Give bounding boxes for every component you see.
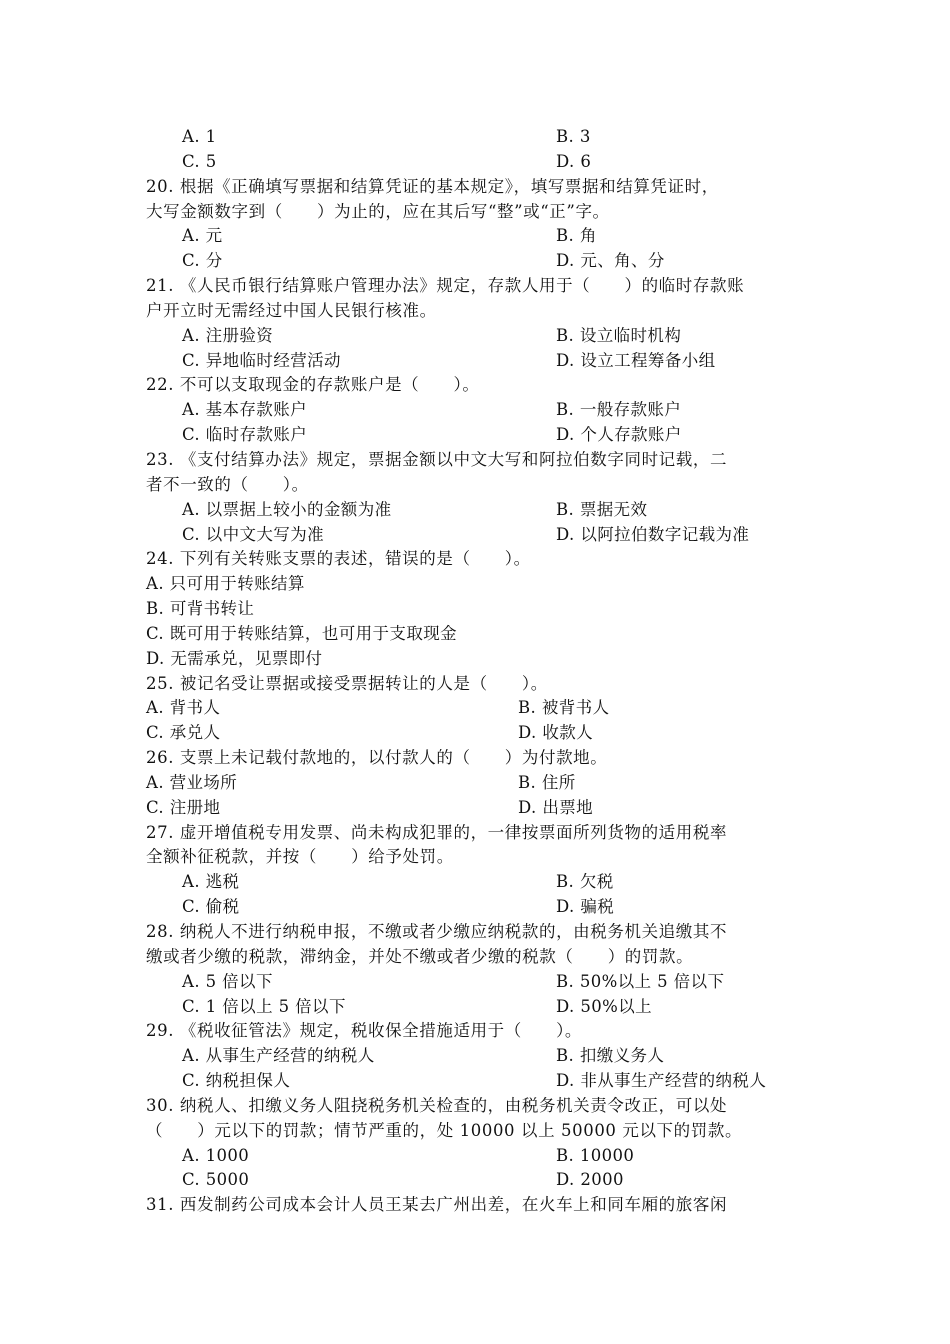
option-a: A. 元 bbox=[182, 226, 223, 246]
option-b: B. 50%以上 5 倍以下 bbox=[556, 971, 725, 991]
options-row bbox=[0, 324, 950, 349]
question-text: 28. 纳税人不进行纳税申报，不缴或者少缴应纳税款的，由税务机关追缴其不 bbox=[146, 922, 728, 941]
option-c: C. 5000 bbox=[182, 1170, 250, 1190]
question-text-cont: 者不一致的（ ）。 bbox=[146, 474, 309, 494]
option-c: C. 分 bbox=[182, 251, 223, 271]
question-text: 26. 支票上未记载付款地的，以付款人的（ ）为付款地。 bbox=[146, 748, 608, 768]
question-text: 22. 不可以支取现金的存款账户是（ ）。 bbox=[146, 375, 480, 395]
options-row bbox=[0, 895, 950, 920]
option-c: C. 1 倍以上 5 倍以下 bbox=[182, 996, 346, 1016]
option-c: C. 异地临时经营活动 bbox=[182, 350, 341, 370]
option-b: B. 可背书转让 bbox=[146, 599, 255, 619]
option-b: B. 被背书人 bbox=[518, 698, 610, 718]
options-row bbox=[0, 125, 950, 150]
options-row bbox=[0, 1069, 950, 1094]
option-d: D. 元、角、分 bbox=[556, 251, 665, 271]
option-c: C. 纳税担保人 bbox=[182, 1071, 291, 1091]
option-a: A. 逃税 bbox=[182, 872, 240, 892]
option-a: A. 注册验资 bbox=[182, 325, 274, 345]
option-a: A. 营业场所 bbox=[146, 772, 238, 792]
option-a: A. 从事生产经营的纳税人 bbox=[182, 1046, 375, 1066]
options-row bbox=[0, 423, 950, 448]
options-row bbox=[0, 597, 950, 622]
option-a: A. 5 倍以下 bbox=[182, 971, 273, 991]
option-a: A. 基本存款账户 bbox=[182, 400, 308, 420]
option-d: D. 出票地 bbox=[518, 797, 594, 817]
option-c: C. 以中文大写为准 bbox=[182, 524, 325, 544]
option-c: C. 5 bbox=[182, 151, 217, 171]
option-b: B. 10000 bbox=[556, 1145, 635, 1165]
option-d: D. 无需承兑，见票即付 bbox=[146, 648, 323, 668]
options-row bbox=[0, 498, 950, 523]
options-row bbox=[0, 249, 950, 274]
options-row bbox=[0, 721, 950, 746]
question-text-cont: 户开立时无需经过中国人民银行核准。 bbox=[146, 300, 437, 320]
option-d: D. 设立工程筹备小组 bbox=[556, 350, 716, 370]
option-d: D. 50%以上 bbox=[556, 996, 653, 1016]
question-text-cont: 大写金额数字到（ ）为止的，应在其后写“整”或“正”字。 bbox=[146, 201, 610, 221]
option-a: A. 以票据上较小的金额为准 bbox=[182, 499, 392, 519]
option-b: B. 一般存款账户 bbox=[556, 400, 682, 420]
option-b: B. 住所 bbox=[518, 772, 576, 792]
question-text: 21. 《人民币银行结算账户管理办法》规定，存款人用于（ ）的临时存款账 bbox=[146, 276, 745, 296]
options-row bbox=[0, 970, 950, 995]
options-row bbox=[0, 647, 950, 672]
option-d: D. 骗税 bbox=[556, 897, 615, 917]
option-a: A. 1000 bbox=[182, 1145, 250, 1165]
option-d: D. 非从事生产经营的纳税人 bbox=[556, 1071, 767, 1091]
options-row bbox=[0, 796, 950, 821]
question-text-cont: （ ）元以下的罚款；情节严重的，处 10000 以上 50000 元以下的罚款。 bbox=[146, 1120, 743, 1140]
option-d: D. 6 bbox=[556, 151, 592, 171]
options-row bbox=[0, 224, 950, 249]
options-row bbox=[0, 771, 950, 796]
options-row bbox=[0, 572, 950, 597]
options-row bbox=[0, 1168, 950, 1193]
option-d: D. 2000 bbox=[556, 1170, 624, 1190]
option-b: B. 欠税 bbox=[556, 872, 614, 892]
question-text: 31. 西发制药公司成本会计人员王某去广州出差，在火车上和同车厢的旅客闲 bbox=[146, 1195, 728, 1215]
option-b: B. 扣缴义务人 bbox=[556, 1046, 665, 1066]
option-c: C. 承兑人 bbox=[146, 723, 221, 743]
question-text: 30. 纳税人、扣缴义务人阻挠税务机关检查的，由税务机关责令改正，可以处 bbox=[146, 1095, 728, 1115]
question-text-cont: 缴或者少缴的税款，滞纳金，并处不缴或者少缴的税款（ ）的罚款。 bbox=[146, 946, 694, 966]
question-text: 24. 下列有关转账支票的表述，错误的是（ ）。 bbox=[146, 549, 531, 569]
option-d: D. 收款人 bbox=[518, 723, 594, 743]
options-row bbox=[0, 150, 950, 175]
option-c: C. 既可用于转账结算，也可用于支取现金 bbox=[146, 623, 458, 643]
option-c: C. 偷税 bbox=[182, 897, 240, 917]
option-a: A. 只可用于转账结算 bbox=[146, 574, 305, 594]
option-b: B. 票据无效 bbox=[556, 499, 648, 519]
option-a: A. 1 bbox=[182, 127, 217, 146]
options-row bbox=[0, 349, 950, 374]
option-c: C. 临时存款账户 bbox=[182, 425, 308, 445]
option-b: B. 3 bbox=[556, 127, 591, 146]
question-text: 25. 被记名受让票据或接受票据转让的人是（ ）。 bbox=[146, 673, 548, 693]
question-page bbox=[0, 125, 950, 1218]
options-row bbox=[0, 398, 950, 423]
question-text: 27. 虚开增值税专用发票、尚未构成犯罪的，一律按票面所列货物的适用税率 bbox=[146, 822, 728, 842]
option-b: B. 设立临时机构 bbox=[556, 325, 682, 345]
option-d: D. 以阿拉伯数字记载为准 bbox=[556, 524, 750, 544]
option-d: D. 个人存款账户 bbox=[556, 425, 682, 445]
options-row bbox=[0, 696, 950, 721]
options-row bbox=[0, 523, 950, 548]
options-row bbox=[0, 870, 950, 895]
question-text-cont: 全额补征税款，并按（ ）给予处罚。 bbox=[146, 847, 454, 867]
options-row bbox=[0, 1044, 950, 1069]
options-row bbox=[0, 622, 950, 647]
option-a: A. 背书人 bbox=[146, 698, 221, 718]
option-b: B. 角 bbox=[556, 226, 597, 246]
options-row bbox=[0, 995, 950, 1020]
question-text: 20. 根据《正确填写票据和结算凭证的基本规定》，填写票据和结算凭证时， bbox=[146, 176, 719, 196]
options-row bbox=[0, 1144, 950, 1169]
option-c: C. 注册地 bbox=[146, 797, 221, 817]
question-text: 29. 《税收征管法》规定，税收保全措施适用于（ ）。 bbox=[146, 1021, 583, 1041]
question-text: 23. 《支付结算办法》规定，票据金额以中文大写和阿拉伯数字同时记载，二 bbox=[146, 449, 728, 469]
